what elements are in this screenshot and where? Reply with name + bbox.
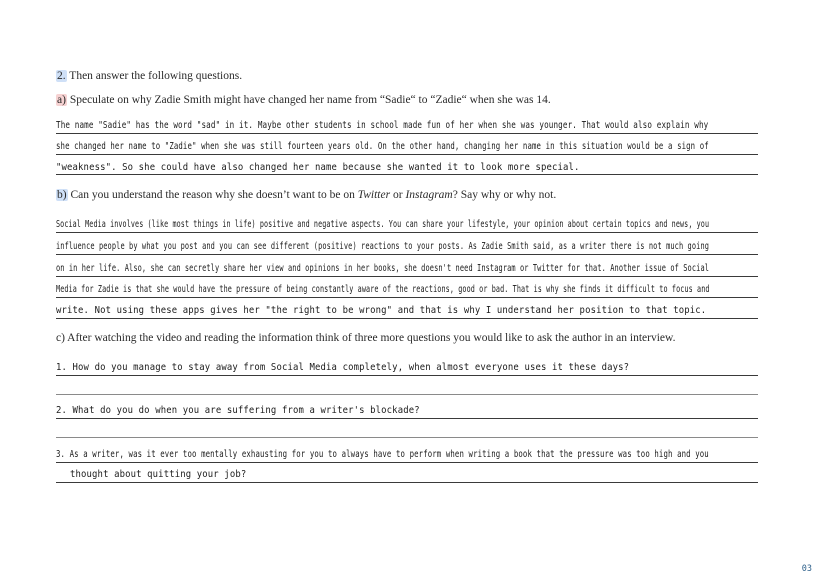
answer-c3-line-1[interactable]: 3. As a writer, was it ever too mentally exhausting for you to always have to perform when writing a book that the pressure was too high and you bbox=[56, 449, 709, 460]
answer-b-line-1[interactable]: Social Media involves (like most things in life) positive and negative aspects. You can share your lifestyle, your opinion about certain topics and news, you bbox=[56, 219, 710, 230]
answer-c1-line[interactable]: 1. How do you manage to stay away from Social Media completely, when almost everyone uses it these days? bbox=[56, 362, 630, 373]
answer-b-rule-2 bbox=[56, 254, 758, 255]
answer-c1-rule-2 bbox=[56, 394, 758, 395]
question-c bbox=[56, 332, 675, 344]
page-number: 03 bbox=[801, 564, 812, 574]
instruction-text: Then answer the following questions. bbox=[66, 70, 243, 82]
answer-b-rule-4 bbox=[56, 297, 758, 298]
answer-c3-rule-2 bbox=[56, 482, 758, 483]
question-b-instagram: Instagram bbox=[405, 189, 453, 201]
instruction-line bbox=[56, 70, 242, 82]
question-b-text-3: ? Say why or why not. bbox=[452, 189, 557, 201]
question-a-marker: a) bbox=[57, 94, 66, 106]
answer-a-line-1[interactable]: The name "Sadie" has the word "sad" in it. Maybe other students in school made fun of her when she was younger. That would also explain why bbox=[56, 120, 709, 131]
answer-c3-line-2[interactable]: thought about quitting your job? bbox=[70, 469, 247, 480]
instruction-number: 2. bbox=[57, 70, 66, 82]
question-c-text: c) After watching the video and reading the information think of three more questions you would like to ask the author in an interview. bbox=[56, 332, 676, 344]
answer-c1-rule-1 bbox=[56, 375, 758, 376]
answer-b-line-2[interactable]: influence people by what you post and you can see different (positive) reactions to your posts. As Zadie Smith said, as a writer there is not much going bbox=[56, 241, 710, 252]
answer-c2-rule-2 bbox=[56, 437, 758, 438]
answer-a-rule-1 bbox=[56, 133, 758, 134]
answer-c3-rule-1 bbox=[56, 462, 758, 463]
question-a-text: Speculate on why Zadie Smith might have changed her name from “Sadie“ to “Zadie“ when she was 14. bbox=[66, 94, 551, 106]
answer-b-line-4[interactable]: Media for Zadie is that she would have the pressure of being constantly aware of the reactions, good or bad. That is why she finds it difficult to focus and bbox=[56, 284, 710, 295]
question-b-text-2: or bbox=[390, 189, 406, 201]
answer-b-rule-5 bbox=[56, 318, 758, 319]
answer-c2-rule-1 bbox=[56, 418, 758, 419]
answer-a-rule-3 bbox=[56, 174, 758, 175]
question-b-twitter: Twitter bbox=[357, 189, 391, 201]
answer-a-rule-2 bbox=[56, 154, 758, 155]
question-a bbox=[56, 94, 551, 106]
answer-a-line-3[interactable]: "weakness". So she could have also changed her name because she wanted it to look more special. bbox=[56, 162, 580, 173]
question-b-marker: b) bbox=[57, 189, 67, 201]
question-b bbox=[56, 189, 556, 201]
answer-b-rule-3 bbox=[56, 276, 758, 277]
answer-a-line-2[interactable]: she changed her name to "Zadie" when she was still fourteen years old. On the other hand, changing her name in this situation would be a sign of bbox=[56, 141, 709, 152]
answer-b-rule-1 bbox=[56, 232, 758, 233]
question-b-text-1: Can you understand the reason why she doesn’t want to be on bbox=[67, 189, 358, 201]
answer-b-line-3[interactable]: on in her life. Also, she can secretly share her view and opinions in her books, she doesn't need Instagram or Twitter for that. Another issue of Social bbox=[56, 263, 710, 274]
answer-c2-line[interactable]: 2. What do you do when you are suffering from a writer's blockade? bbox=[56, 405, 420, 416]
answer-b-line-5[interactable]: write. Not using these apps gives her "the right to be wrong" and that is why I understand her position to that topic. bbox=[56, 305, 707, 316]
